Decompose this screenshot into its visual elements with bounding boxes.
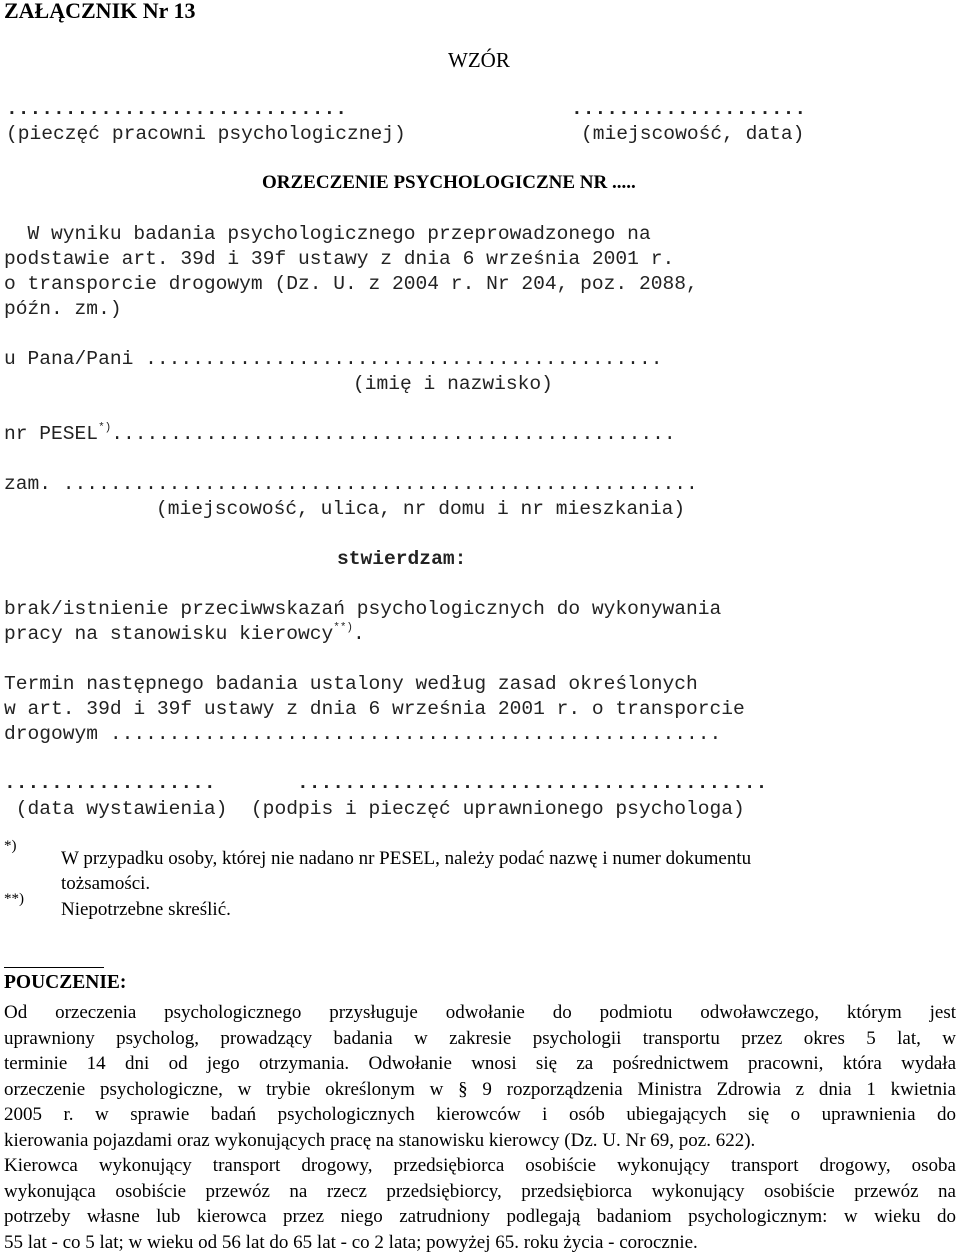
next-exam-line: w art. 39d i 39f ustawy z dnia 6 września 2001 r. o transporcie xyxy=(4,698,745,720)
next-exam-line: Termin następnego badania ustalony według zasad określonych xyxy=(4,673,698,695)
intro-line: W wyniku badania psychologicznego przeprowadzonego na xyxy=(4,223,651,245)
footnote-mark: *) xyxy=(4,838,17,854)
instruction-line: 55 lat - co 5 lat; w wieku od 56 lat do 65 lat - co 2 lata; powyżej 65. roku życia - corocznie. xyxy=(4,1231,698,1253)
decision-line xyxy=(4,622,365,650)
instruction-paragraph xyxy=(4,1153,956,1255)
pesel-label: nr PESEL xyxy=(4,423,99,445)
instruction-line: orzeczenie psychologiczne, w trybie określonym w § 9 rozporządzenia Ministra Zdrowia z dnia 1 kwietnia xyxy=(4,1078,956,1100)
instruction-line: potrzeby własne lub kierowca przez niego zatrudniony podlegają badaniom psychologicznym: w wieku do xyxy=(4,1206,956,1227)
next-exam-line: drogowym .................................................... xyxy=(4,723,722,745)
instruction-line: wykonująca osobiście przewóz na rzecz przedsiębiorcy, przedsiębiorca wykonujący osobiście przewóz na xyxy=(4,1180,956,1202)
instruction-line: kierowania pojazdami oraz wykonujących pracę na stanowisku kierowcy (Dz. U. Nr 69, poz. 622). xyxy=(4,1129,756,1151)
intro-line: podstawie art. 39d i 39f ustawy z dnia 6 września 2001 r. xyxy=(4,248,675,270)
template-label: WZÓR xyxy=(448,48,510,72)
name-caption: (imię i nazwisko) xyxy=(353,373,553,395)
decision-line-end: . xyxy=(353,623,365,645)
instruction-line: Od orzeczenia psychologicznego przysługuje odwołanie do podmiotu odwoławczego, którym jest xyxy=(4,1002,956,1023)
pesel-dots: ................................................ xyxy=(111,423,676,445)
decision-line: brak/istnienie przeciwwskazań psychologicznych do wykonywania xyxy=(4,598,722,620)
instruction-paragraph xyxy=(4,1000,956,1153)
stamp-dots: ............................. xyxy=(6,98,347,120)
address-field: zam. ...................................................... xyxy=(4,473,698,495)
issue-date-dots: .................. xyxy=(4,772,216,794)
section-rule xyxy=(4,967,104,968)
footnote-text: tożsamości. xyxy=(61,873,151,894)
instruction-title: POUCZENIE: xyxy=(4,972,127,993)
place-date-dots: .................... xyxy=(571,98,807,120)
annex-title: ZAŁĄCZNIK Nr 13 xyxy=(4,0,196,23)
intro-line: późn. zm.) xyxy=(4,298,122,320)
decision-line-text: pracy na stanowisku kierowcy xyxy=(4,623,334,645)
footnote-text: W przypadku osoby, której nie nadano nr PESEL, należy podać nazwę i numer dokumentu xyxy=(61,848,752,869)
decision-footnote-mark: **) xyxy=(333,622,354,634)
footnote-text: Niepotrzebne skreślić. xyxy=(61,899,231,920)
name-field: u Pana/Pani ............................................ xyxy=(4,348,663,370)
footnote-mark: **) xyxy=(4,891,24,907)
intro-line: o transporcie drogowym (Dz. U. z 2004 r. Nr 204, poz. 2088, xyxy=(4,273,698,295)
decision-heading: stwierdzam: xyxy=(337,548,467,570)
instruction-line: Kierowca wykonujący transport drogowy, przedsiębiorca osobiście wykonujący transport drogowy, osoba xyxy=(4,1155,956,1176)
place-date-caption: (miejscowość, data) xyxy=(581,123,805,145)
pesel-footnote-mark: *) xyxy=(98,422,112,434)
signature-dots: ........................................ xyxy=(297,772,768,794)
instruction-line: uprawniony psycholog, prowadzący badania w zakresie psychologii transportu przez okres 5 lat, w xyxy=(4,1027,956,1049)
instruction-line: 2005 r. w sprawie badań psychologicznych kierowców i osób ubiegających się o uprawnienia do xyxy=(4,1104,956,1125)
address-caption: (miejscowość, ulica, nr domu i nr mieszkania) xyxy=(156,498,686,520)
signature-captions: (data wystawienia) (podpis i pieczęć uprawnionego psychologa) xyxy=(4,798,745,820)
document-title: ORZECZENIE PSYCHOLOGICZNE NR ..... xyxy=(262,172,636,193)
instruction-line: terminie 14 dni od jego otrzymania. Odwołanie wnosi się za pośrednictwem pracowni, która wydała xyxy=(4,1053,956,1074)
stamp-caption: (pieczęć pracowni psychologicznej) xyxy=(6,123,406,145)
pesel-field xyxy=(4,422,676,450)
